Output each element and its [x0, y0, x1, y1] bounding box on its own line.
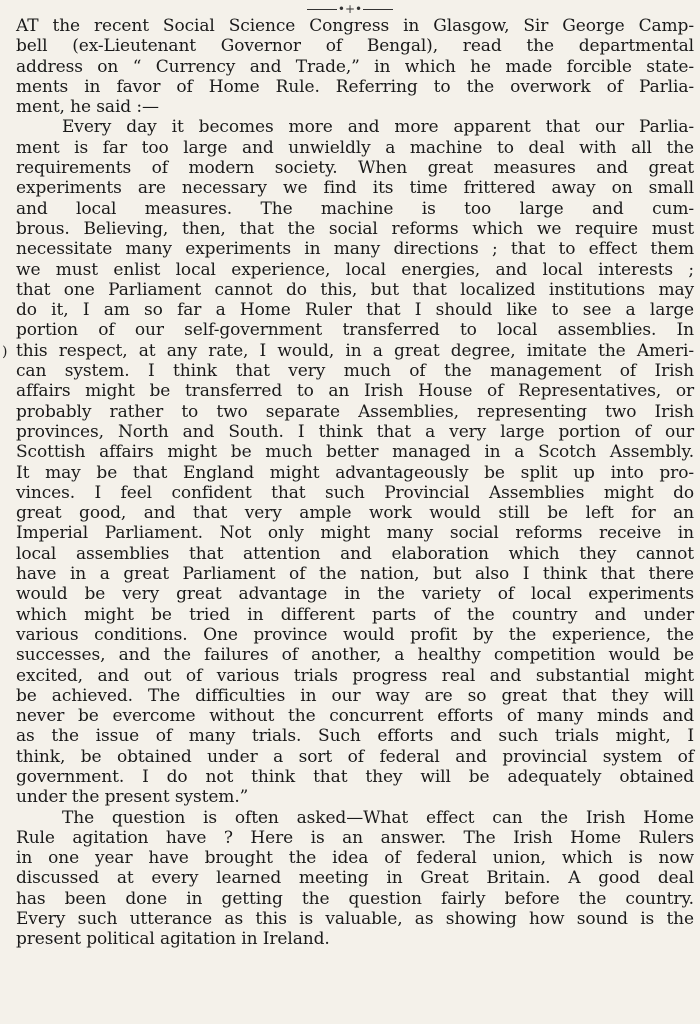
- closing-paragraph: [16, 808, 694, 950]
- text-line: government. I do not think that they will be adequately obtained: [16, 766, 694, 787]
- text-line: in one year have brought the idea of federal union, which is now: [16, 848, 694, 869]
- text-line: think, be obtained under a sort of federal and provincial system of: [16, 746, 694, 767]
- text-line: under the present system.”: [16, 787, 249, 808]
- text-line: address on “ Currency and Trade,” in which he made forcible state-: [16, 56, 694, 77]
- margin-bracket-mark: ): [2, 344, 8, 360]
- text-line: necessitate many experiments in many directions ; that to effect them: [16, 239, 694, 260]
- text-line: affairs might be transferred to an Irish House of Representatives, or: [16, 381, 694, 402]
- divider-mark: •+•: [337, 2, 363, 16]
- text-line: never be evercome without the concurrent efforts of many minds and: [16, 706, 694, 727]
- text-line: vinces. I feel confident that such Provincial Assemblies might do: [16, 482, 694, 503]
- text-line: be achieved. The difficulties in our way are so great that they will: [16, 685, 694, 706]
- text-line: local assemblies that attention and elaboration which they cannot: [16, 543, 694, 564]
- text-line: ment, he said :—: [16, 97, 159, 118]
- text-line: brous. Believing, then, that the social reforms which we require must: [16, 218, 694, 239]
- text-line: do it, I am so far a Home Ruler that I should like to see a large: [16, 300, 694, 321]
- text-line: experiments are necessary we find its time frittered away on small: [16, 178, 694, 199]
- text-line: great good, and that very ample work would still be left for an: [16, 503, 694, 524]
- text-line: ment is far too large and unwieldly a machine to deal with all the: [16, 137, 694, 158]
- text-line: It may be that England might advantageously be split up into pro-: [16, 462, 694, 483]
- text-line: can system. I think that very much of the management of Irish: [16, 361, 694, 382]
- text-line: bell (ex-Lieutenant Governor of Bengal), read the departmental: [16, 36, 694, 57]
- text-line: would be very great advantage in the variety of local experiments: [16, 584, 694, 605]
- text-line: successes, and the failures of another, a healthy competition would be: [16, 645, 694, 666]
- text-line: Rule agitation have ? Here is an answer. The Irish Home Rulers: [16, 827, 694, 848]
- text-line: various conditions. One province would profit by the experience, the: [16, 624, 694, 645]
- text-line: has been done in getting the question fairly before the country.: [16, 888, 694, 909]
- text-line: we must enlist local experience, local energies, and local interests ;: [16, 259, 694, 280]
- text-line: this respect, at any rate, I would, in a great degree, imitate the Ameri-: [16, 340, 694, 361]
- text-line: Every such utterance as this is valuable, as showing how sound is the: [16, 909, 694, 930]
- text-line: and local measures. The machine is too large and cum-: [16, 198, 694, 219]
- text-line: excited, and out of various trials progress real and substantial might: [16, 665, 694, 686]
- text-line: provinces, North and South. I think that a very large portion of our: [16, 421, 694, 442]
- text-line: AT the recent Social Science Congress in Glasgow, Sir George Camp-: [16, 16, 694, 36]
- text-line: requirements of modern society. When great measures and great: [16, 158, 694, 179]
- divider-rule-right: [363, 9, 393, 10]
- text-line: ments in favor of Home Rule. Referring to the overwork of Parlia-: [16, 76, 694, 97]
- text-line: as the issue of many trials. Such efforts and such trials might, I: [16, 726, 694, 747]
- article-column: [16, 16, 694, 950]
- text-line: The question is often asked—What effect can the Irish Home: [62, 807, 694, 828]
- text-line: Imperial Parliament. Not only might many social reforms receive in: [16, 523, 694, 544]
- text-line: which might be tried in different parts of the country and under: [16, 604, 694, 625]
- text-line: portion of our self-government transferred to local assemblies. In: [16, 320, 694, 341]
- text-line: Every day it becomes more and more apparent that our Parlia-: [62, 117, 694, 138]
- text-line: Scottish affairs might be much better managed in a Scotch Assembly.: [16, 442, 694, 463]
- text-line: probably rather to two separate Assemblies, representing two Irish: [16, 401, 694, 422]
- section-divider-ornament: [0, 2, 700, 17]
- text-line: that one Parliament cannot do this, but that localized institutions may: [16, 279, 694, 300]
- divider-rule-left: [307, 9, 337, 10]
- quoted-address-paragraph: [16, 117, 694, 807]
- text-line: discussed at every learned meeting in Great Britain. A good deal: [16, 868, 694, 889]
- text-line: have in a great Parliament of the nation, but also I think that there: [16, 564, 694, 585]
- text-line: present political agitation in Ireland.: [16, 929, 330, 950]
- intro-paragraph: [16, 16, 694, 117]
